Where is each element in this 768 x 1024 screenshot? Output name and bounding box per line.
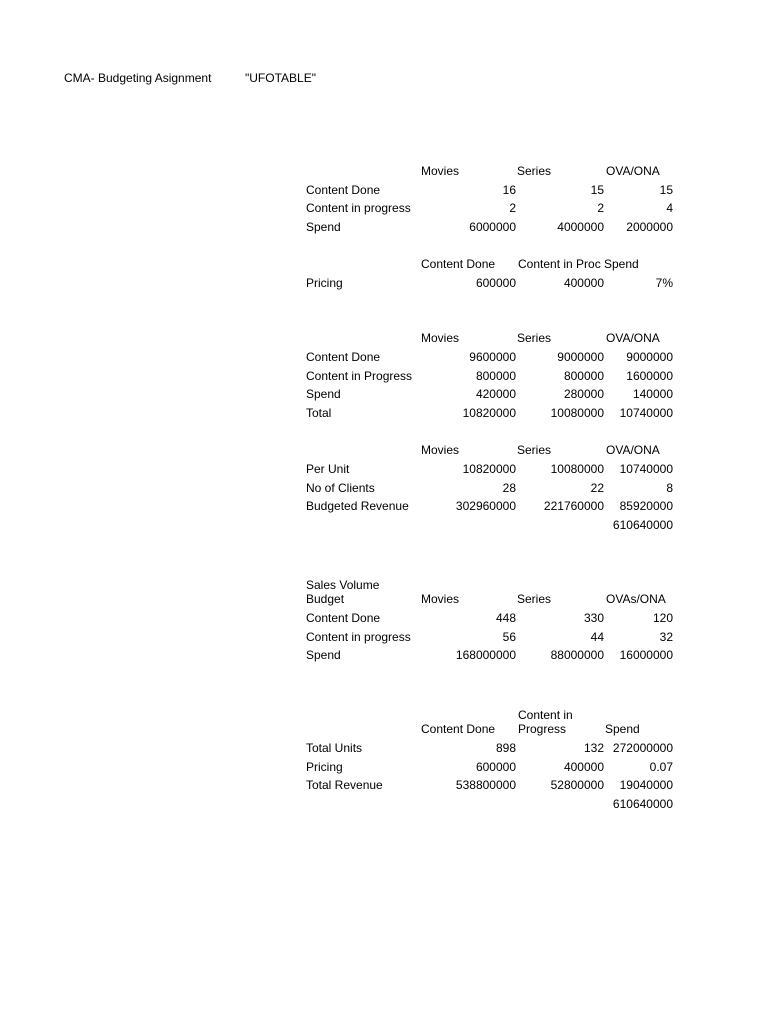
grand-total-value: 610640000: [612, 797, 673, 811]
row-label: Pricing: [306, 760, 343, 774]
cell-value: 140000: [632, 387, 673, 401]
column-header-ova-ona: OVA/ONA: [606, 331, 660, 345]
cell-value: 280000: [563, 387, 604, 401]
cell-value: 52800000: [550, 778, 604, 792]
cell-value: 448: [495, 611, 516, 625]
cell-value: 7%: [655, 276, 673, 290]
column-header-content-done: Content Done: [421, 722, 496, 736]
cell-value: 9000000: [626, 350, 673, 364]
column-header-movies: Movies: [421, 331, 460, 345]
cell-value: 800000: [475, 369, 516, 383]
column-header-ovas-ona: OVAs/ONA: [606, 592, 666, 606]
cell-value: 2: [509, 201, 516, 215]
cell-value: 120: [652, 611, 673, 625]
cell-value: 2: [597, 201, 604, 215]
cell-value: 9000000: [557, 350, 604, 364]
cell-value: 600000: [475, 276, 516, 290]
cell-value: 44: [590, 630, 604, 644]
column-header-spend: Spend: [604, 257, 639, 271]
cell-value: 0.07: [649, 760, 673, 774]
cell-value: 132: [583, 741, 604, 755]
cell-value: 2000000: [626, 220, 673, 234]
cell-value: 272000000: [612, 741, 673, 755]
cell-value: 9600000: [469, 350, 516, 364]
cell-value: 15: [590, 183, 604, 197]
cell-value: 10080000: [550, 406, 604, 420]
column-header-ova-ona: OVA/ONA: [606, 443, 660, 457]
cell-value: 10820000: [462, 406, 516, 420]
company-name: "UFOTABLE": [245, 71, 316, 85]
column-header-series: Series: [517, 592, 552, 606]
cell-value: 400000: [563, 760, 604, 774]
row-label: Content Done: [306, 183, 381, 197]
column-header-content-in: Content in: [518, 708, 573, 722]
cell-value: 8: [666, 481, 673, 495]
column-header-progress: Progress: [518, 722, 567, 736]
cell-value: 22: [590, 481, 604, 495]
row-label: Budgeted Revenue: [306, 499, 409, 513]
cell-value: 15: [659, 183, 673, 197]
row-label: Total Revenue: [306, 778, 383, 792]
cell-value: 420000: [475, 387, 516, 401]
column-header-content-in-progress: Content in Proc: [518, 257, 601, 271]
cell-value: 10820000: [462, 462, 516, 476]
row-label: Spend: [306, 387, 341, 401]
column-header-spend: Spend: [605, 722, 640, 736]
cell-value: 400000: [563, 276, 604, 290]
cell-value: 19040000: [619, 778, 673, 792]
column-header-movies: Movies: [421, 164, 460, 178]
cell-value: 56: [502, 630, 516, 644]
cell-value: 4: [666, 201, 673, 215]
row-label: Content in Progress: [306, 369, 413, 383]
row-label: Content in progress: [306, 630, 411, 644]
cell-value: 32: [659, 630, 673, 644]
row-label: Spend: [306, 648, 341, 662]
cell-value: 6000000: [469, 220, 516, 234]
grand-total-value: 610640000: [612, 518, 673, 532]
row-label: Total Units: [306, 741, 363, 755]
column-header-series: Series: [517, 443, 552, 457]
cell-value: 28: [502, 481, 516, 495]
cell-value: 1600000: [626, 369, 673, 383]
column-header-ova-ona: OVA/ONA: [606, 164, 660, 178]
table-title-line: Budget: [306, 592, 345, 606]
cell-value: 16000000: [619, 648, 673, 662]
cell-value: 4000000: [557, 220, 604, 234]
cell-value: 10080000: [550, 462, 604, 476]
cell-value: 600000: [475, 760, 516, 774]
cell-value: 302960000: [455, 499, 516, 513]
row-label: Pricing: [306, 276, 343, 290]
row-label: Per Unit: [306, 462, 350, 476]
row-label: Content Done: [306, 611, 381, 625]
cell-value: 330: [583, 611, 604, 625]
cell-value: 88000000: [550, 648, 604, 662]
cell-value: 800000: [563, 369, 604, 383]
row-label: Spend: [306, 220, 341, 234]
table-title-line: Sales Volume: [306, 578, 380, 592]
row-label: Content Done: [306, 350, 381, 364]
cell-value: 168000000: [455, 648, 516, 662]
column-header-content-done: Content Done: [421, 257, 496, 271]
document-title: CMA- Budgeting Asignment: [64, 71, 212, 85]
column-header-movies: Movies: [421, 443, 460, 457]
cell-value: 16: [502, 183, 516, 197]
row-label: Total: [306, 406, 332, 420]
column-header-series: Series: [517, 164, 552, 178]
column-header-movies: Movies: [421, 592, 460, 606]
cell-value: 10740000: [619, 406, 673, 420]
cell-value: 10740000: [619, 462, 673, 476]
cell-value: 85920000: [619, 499, 673, 513]
cell-value: 538800000: [455, 778, 516, 792]
row-label: No of Clients: [306, 481, 375, 495]
cell-value: 221760000: [543, 499, 604, 513]
cell-value: 898: [495, 741, 516, 755]
column-header-series: Series: [517, 331, 552, 345]
row-label: Content in progress: [306, 201, 411, 215]
